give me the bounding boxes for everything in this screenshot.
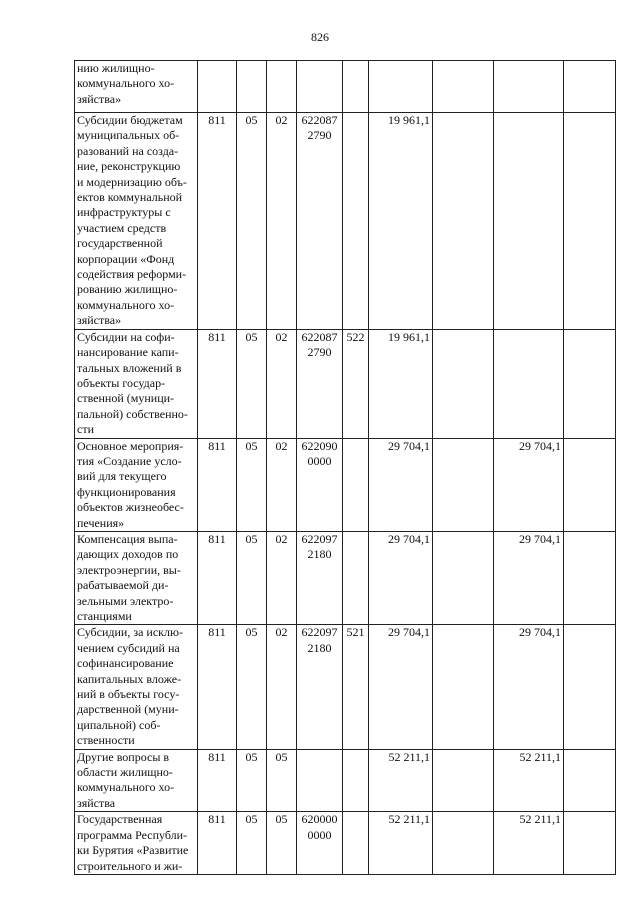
- target-article-code: 620000 0000: [297, 812, 343, 875]
- amount-2: [433, 438, 494, 531]
- amount-1: 52 211,1: [369, 812, 433, 875]
- amount-3: [494, 113, 564, 330]
- budget-table: [74, 60, 616, 875]
- amount-2: [433, 531, 494, 624]
- amount-3: 29 704,1: [494, 531, 564, 624]
- amount-4: [564, 113, 616, 330]
- amount-1: 19 961,1: [369, 113, 433, 330]
- ved-code: [198, 61, 237, 113]
- expense-type-code: [343, 113, 369, 330]
- amount-2: [433, 625, 494, 749]
- section-code: 05: [237, 812, 267, 875]
- amount-4: [564, 61, 616, 113]
- target-article-code: [297, 61, 343, 113]
- amount-1: 29 704,1: [369, 438, 433, 531]
- item-name: нию жилищно- коммунального хо- зяйства»: [75, 61, 198, 113]
- amount-1: 52 211,1: [369, 749, 433, 812]
- subsection-code: 02: [267, 329, 297, 438]
- subsection-code: 02: [267, 531, 297, 624]
- subsection-code: 05: [267, 749, 297, 812]
- item-name: Другие вопросы в области жилищно- коммунального хо- зяйства: [75, 749, 198, 812]
- subsection-code: 02: [267, 625, 297, 749]
- subsection-code: 05: [267, 812, 297, 875]
- amount-1: 29 704,1: [369, 531, 433, 624]
- subsection-code: 02: [267, 113, 297, 330]
- expense-type-code: 522: [343, 329, 369, 438]
- section-code: 05: [237, 438, 267, 531]
- amount-2: [433, 329, 494, 438]
- expense-type-code: 521: [343, 625, 369, 749]
- amount-1: [369, 61, 433, 113]
- section-code: 05: [237, 531, 267, 624]
- subsection-code: [267, 61, 297, 113]
- amount-3: 52 211,1: [494, 812, 564, 875]
- item-name: Субсидии бюджетам муниципальных об- разований на созда- ние, реконструкцию и модернизацию объ- ектов коммунальной инфраструктуры с участием средств государственной корпорации «Фонд содействия реформи- рованию жилищно- коммунального хо- зяйства»: [75, 113, 198, 330]
- ved-code: 811: [198, 113, 237, 330]
- target-article-code: [297, 749, 343, 812]
- table-row: [75, 61, 616, 113]
- amount-3: 52 211,1: [494, 749, 564, 812]
- amount-4: [564, 438, 616, 531]
- expense-type-code: [343, 812, 369, 875]
- amount-3: [494, 61, 564, 113]
- amount-1: 29 704,1: [369, 625, 433, 749]
- amount-4: [564, 625, 616, 749]
- section-code: 05: [237, 625, 267, 749]
- table-row: [75, 531, 616, 624]
- item-name: Субсидии на софи- нансирование капи- тальных вложений в объекты государ- ственной (муници- пальной) собственно- сти: [75, 329, 198, 438]
- amount-4: [564, 531, 616, 624]
- target-article-code: 622097 2180: [297, 625, 343, 749]
- ved-code: 811: [198, 812, 237, 875]
- ved-code: 811: [198, 531, 237, 624]
- amount-1: 19 961,1: [369, 329, 433, 438]
- amount-3: 29 704,1: [494, 625, 564, 749]
- amount-2: [433, 749, 494, 812]
- ved-code: 811: [198, 438, 237, 531]
- section-code: 05: [237, 113, 267, 330]
- item-name: Компенсация выпа- дающих доходов по электроэнергии, вы- рабатываемой ди- зельными электро- станциями: [75, 531, 198, 624]
- amount-2: [433, 113, 494, 330]
- section-code: 05: [237, 329, 267, 438]
- expense-type-code: [343, 531, 369, 624]
- table-row: [75, 749, 616, 812]
- amount-4: [564, 812, 616, 875]
- item-name: Субсидии, за исклю- чением субсидий на софинансирование капитальных вложе- ний в объекты госу- дарственной (муни- ципальной) соб- ственности: [75, 625, 198, 749]
- ved-code: 811: [198, 329, 237, 438]
- expense-type-code: [343, 749, 369, 812]
- table-row: [75, 113, 616, 330]
- section-code: [237, 61, 267, 113]
- ved-code: 811: [198, 749, 237, 812]
- amount-2: [433, 61, 494, 113]
- ved-code: 811: [198, 625, 237, 749]
- amount-4: [564, 749, 616, 812]
- item-name: Государственная программа Республи- ки Бурятия «Развитие строительного и жи-: [75, 812, 198, 875]
- table-row: [75, 812, 616, 875]
- amount-2: [433, 812, 494, 875]
- table-row: [75, 438, 616, 531]
- target-article-code: 622087 2790: [297, 113, 343, 330]
- target-article-code: 622087 2790: [297, 329, 343, 438]
- subsection-code: 02: [267, 438, 297, 531]
- table-row: [75, 625, 616, 749]
- item-name: Основное мероприя- тия «Создание усло- вий для текущего функционирования объектов жизнеобес- печения»: [75, 438, 198, 531]
- target-article-code: 622090 0000: [297, 438, 343, 531]
- section-code: 05: [237, 749, 267, 812]
- amount-3: [494, 329, 564, 438]
- amount-4: [564, 329, 616, 438]
- target-article-code: 622097 2180: [297, 531, 343, 624]
- page-number: 826: [311, 30, 329, 44]
- table-row: [75, 329, 616, 438]
- expense-type-code: [343, 438, 369, 531]
- amount-3: 29 704,1: [494, 438, 564, 531]
- expense-type-code: [343, 61, 369, 113]
